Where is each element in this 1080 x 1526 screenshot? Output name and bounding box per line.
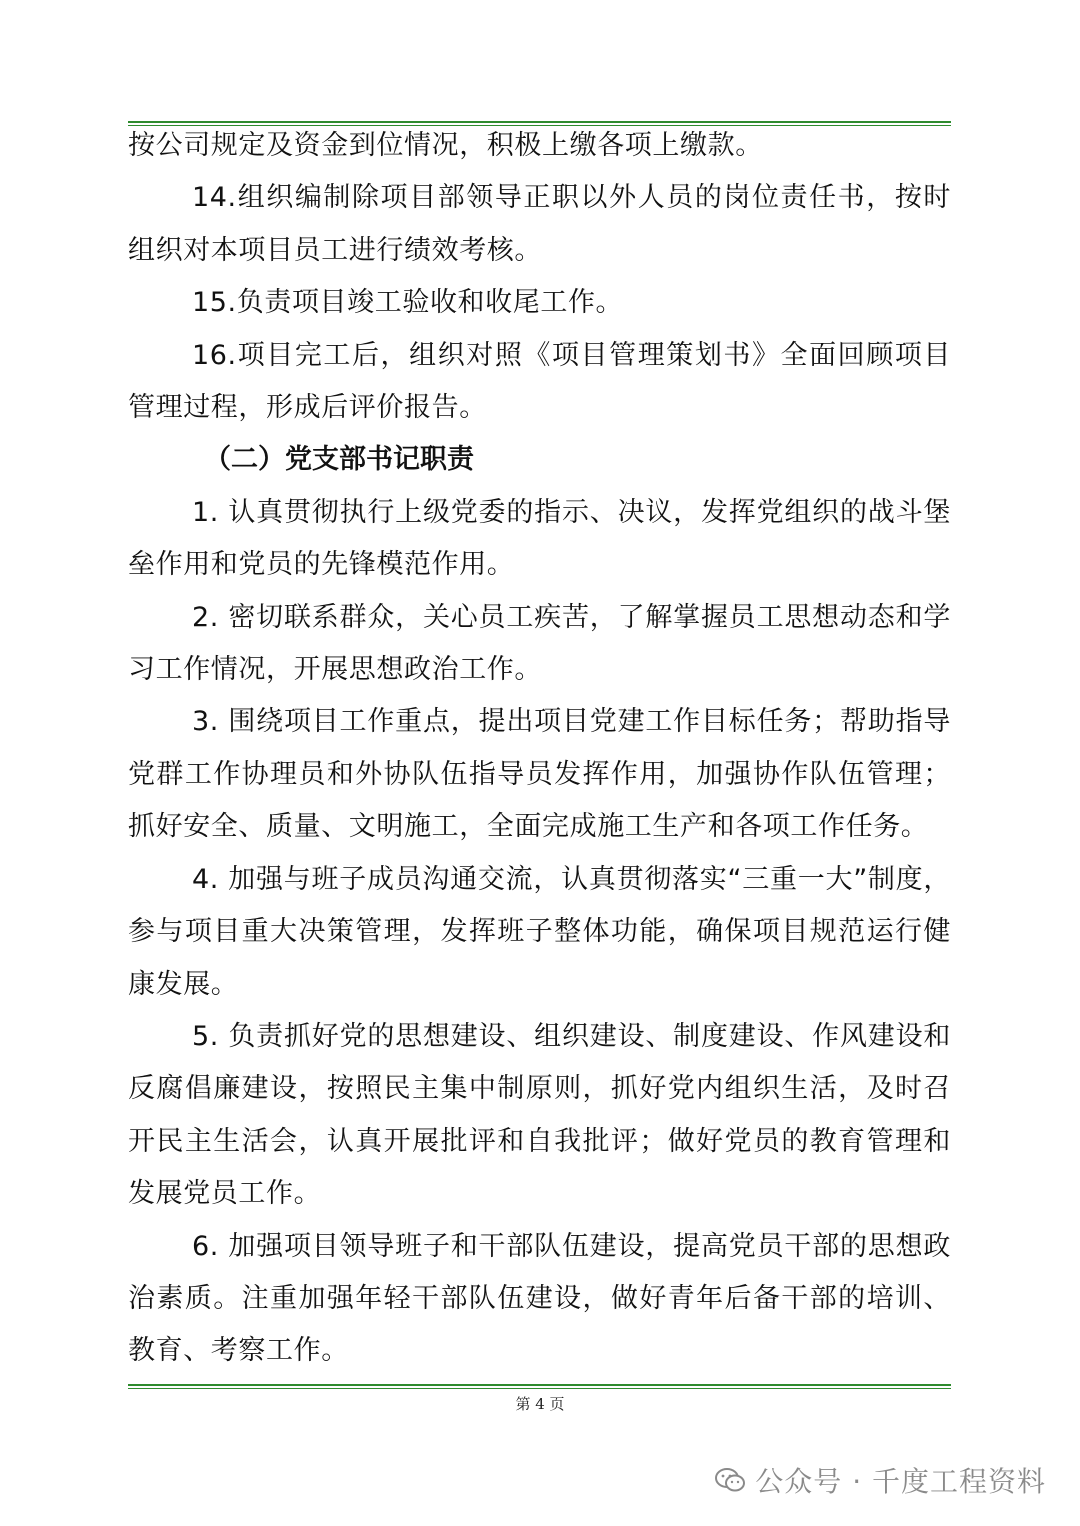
footer-rule <box>128 1384 951 1389</box>
paragraph-item-14: 14.组织编制除项目部领导正职以外人员的岗位责任书，按时组织对本项目员工进行绩效考核。 <box>128 182 951 266</box>
section-heading: （二）党支部书记职责 <box>204 444 474 476</box>
watermark-text: 公众号 · 千度工程资料 <box>755 1465 1046 1498</box>
paragraph-item-15: 15.负责项目竣工验收和收尾工作。 <box>192 287 624 319</box>
duty-item-2: 2. 密切联系群众，关心员工疾苦，了解掌握员工思想动态和学习工作情况，开展思想政治工作。 <box>128 601 951 686</box>
duty-item-5: 5. 负责抓好党的思想建设、组织建设、制度建设、作风建设和反腐倡廉建设，按照民主集中制原则，抓好党内组织生活，及时召开民主生活会，认真开展批评和自我批评；做好党员的教育管理和发展党员工作。 <box>128 1020 951 1210</box>
document-body <box>128 120 951 1378</box>
watermark <box>715 1460 1046 1500</box>
page-number: 第 4 页 <box>515 1395 565 1413</box>
wechat-icon <box>715 1467 745 1493</box>
paragraph-continuation: 按公司规定及资金到位情况，积极上缴各项上缴款。 <box>128 130 763 161</box>
paragraph-item-16: 16.项目完工后，组织对照《项目管理策划书》全面回顾项目管理过程，形成后评价报告。 <box>128 339 951 424</box>
duty-item-4: 4. 加强与班子成员沟通交流，认真贯彻落实“三重一大”制度，参与项目重大决策管理，发挥班子整体功能，确保项目规范运行健康发展。 <box>128 863 951 1000</box>
duty-item-6: 6. 加强项目领导班子和干部队伍建设，提高党员干部的思想政治素质。注重加强年轻干部队伍建设，做好青年后备干部的培训、教育、考察工作。 <box>128 1230 951 1367</box>
duty-item-3: 3. 围绕项目工作重点，提出项目党建工作目标任务；帮助指导党群工作协理员和外协队伍指导员发挥作用，加强协作队伍管理；抓好安全、质量、文明施工，全面完成施工生产和各项工作任务。 <box>128 706 951 843</box>
duty-item-1: 1. 认真贯彻执行上级党委的指示、决议，发挥党组织的战斗堡垒作用和党员的先锋模范作用。 <box>128 496 951 581</box>
